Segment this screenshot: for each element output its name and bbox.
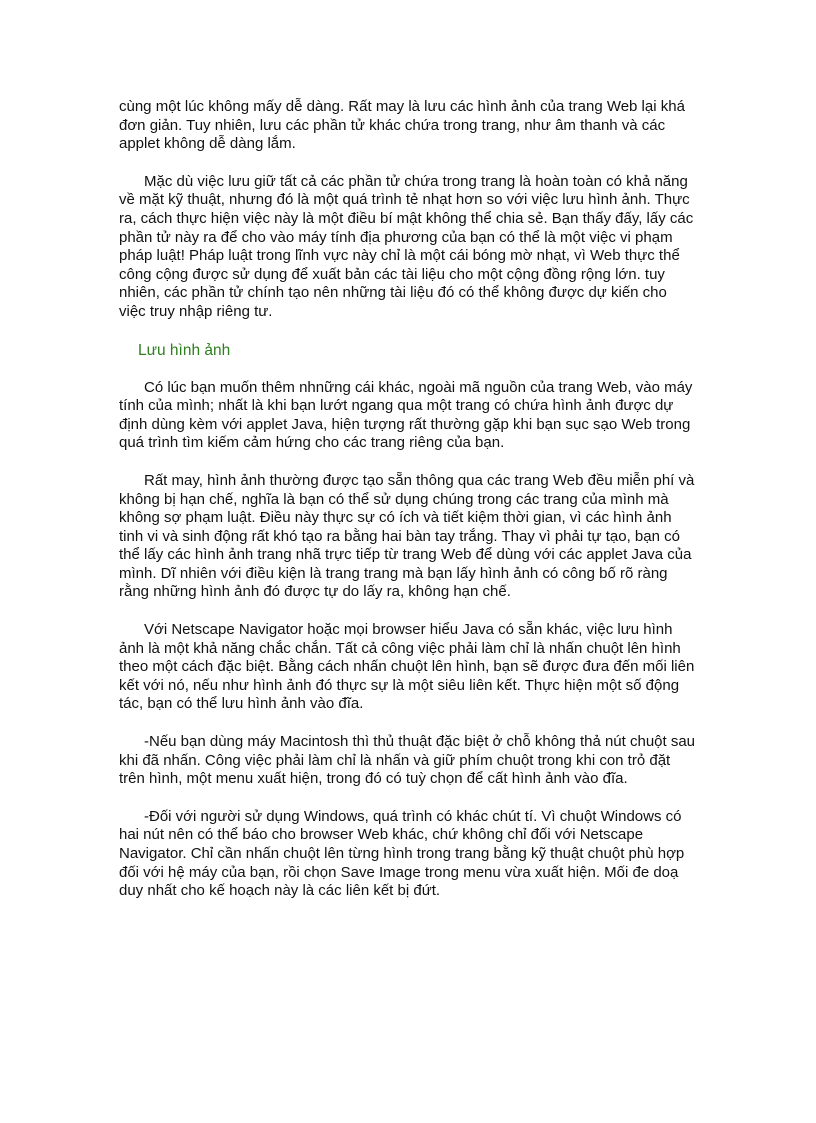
paragraph-continuation: cùng một lúc không mấy dễ dàng. Rất may là lưu các hình ảnh của trang Web lại khá đơn giản. Tuy nhiên, lưu các phần tử khác chứa trong trang, như âm thanh và các applet không dễ dàng lắm.: [119, 98, 685, 153]
paragraph-intro-saving-images: Có lúc bạn muốn thêm nhnững cái khác, ngoài mã nguồn của trang Web, vào máy tính của mình; nhất là khi bạn lướt ngang qua một trang có chứa hình ảnh được dự định dùng kèm với applet Java, hiện tượng rất thường gặp khi bạn sục sạo Web trong quá trình tìm kiếm cảm hứng cho các trang riêng của bạn.: [119, 378, 693, 452]
section-heading: Lưu hình ảnh: [138, 341, 231, 359]
paragraph-windows: -Đối với người sử dụng Windows, quá trình có khác chút tí. Vì chuột Windows có hai nút nên có thể báo cho browser Web khác, chứ không chỉ đối với Netscape Navigator. Chỉ cần nhấn chuột lên từng hình trong trang bằng kỹ thuật chuột phù hợp đối với hệ máy của bạn, rồi chọn Save Image trong menu vừa xuất hiện. Mối đe doạ duy nhất cho kế hoạch này là các liên kết bị đứt.: [119, 807, 685, 900]
paragraph-technical-possibility: Mặc dù việc lưu giữ tất cả các phần tử chứa trong trang là hoàn toàn có khả năng về mặt kỹ thuật, nhưng đó là một quá trình tẻ nhạt hơn so với việc lưu hình ảnh. Thực ra, cách thực hiện việc này là một điều bí mật không thể chia sẻ. Bạn thấy đấy, lấy các phần tử này ra để cho vào máy tính địa phương của bạn có thể là một việc vi phạm pháp luật! Pháp luật trong lĩnh vực này chỉ là một cái bóng mờ nhạt, vì Web thực thể công cộng được sử dụng để xuất bản các tài liệu cho một cộng đồng rộng lớn. tuy nhiên, các phần tử chính tạo nên những tài liệu đó có thể không được dự kiến cho việc truy nhập riêng tư.: [119, 172, 694, 320]
document-page: [119, 98, 697, 920]
paragraph-macintosh: -Nếu bạn dùng máy Macintosh thì thủ thuật đặc biệt ở chỗ không thả nút chuột sau khi đã nhấn. Công việc phải làm chỉ là nhấn và giữ phím chuột trong khi con trỏ đặt trên hình, một menu xuất hiện, trong đó có tuỳ chọn để cất hình ảnh vào đĩa.: [119, 733, 696, 788]
paragraph-netscape: Với Netscape Navigator hoặc mọi browser hiểu Java có sẵn khác, việc lưu hình ảnh là một khả năng chắc chắn. Tất cả công việc phải làm chỉ là nhấn chuột lên hình theo một cách đặc biệt. Bằng cách nhấn chuột lên hình, bạn sẽ được đưa đến mối liên kết với nó, nếu như hình ảnh đó thực sự là một siêu liên kết. Thực hiện một số động tác, bạn có thể lưu hình ảnh vào đĩa.: [119, 621, 695, 713]
paragraph-free-images: Rất may, hình ảnh thường được tạo sẵn thông qua các trang Web đều miễn phí và không bị hạn chế, nghĩa là bạn có thể sử dụng chúng trong các trang của mình mà không sợ phạm luật. Điều này thực sự có ích và tiết kiệm thời gian, vì các hình ảnh tinh vi và sinh động rất khó tạo ra bằng hai bàn tay trắng. Thay vì phải tự tạo, bạn có thể lấy các hình ảnh trang nhã trực tiếp từ trang Web để dùng với các applet Java của mình. Dĩ nhiên với điều kiện là trang trang mà bạn lấy hình ảnh có công bố rõ ràng rằng những hình ảnh đó được tự do lấy ra, không hạn chế.: [119, 471, 695, 601]
